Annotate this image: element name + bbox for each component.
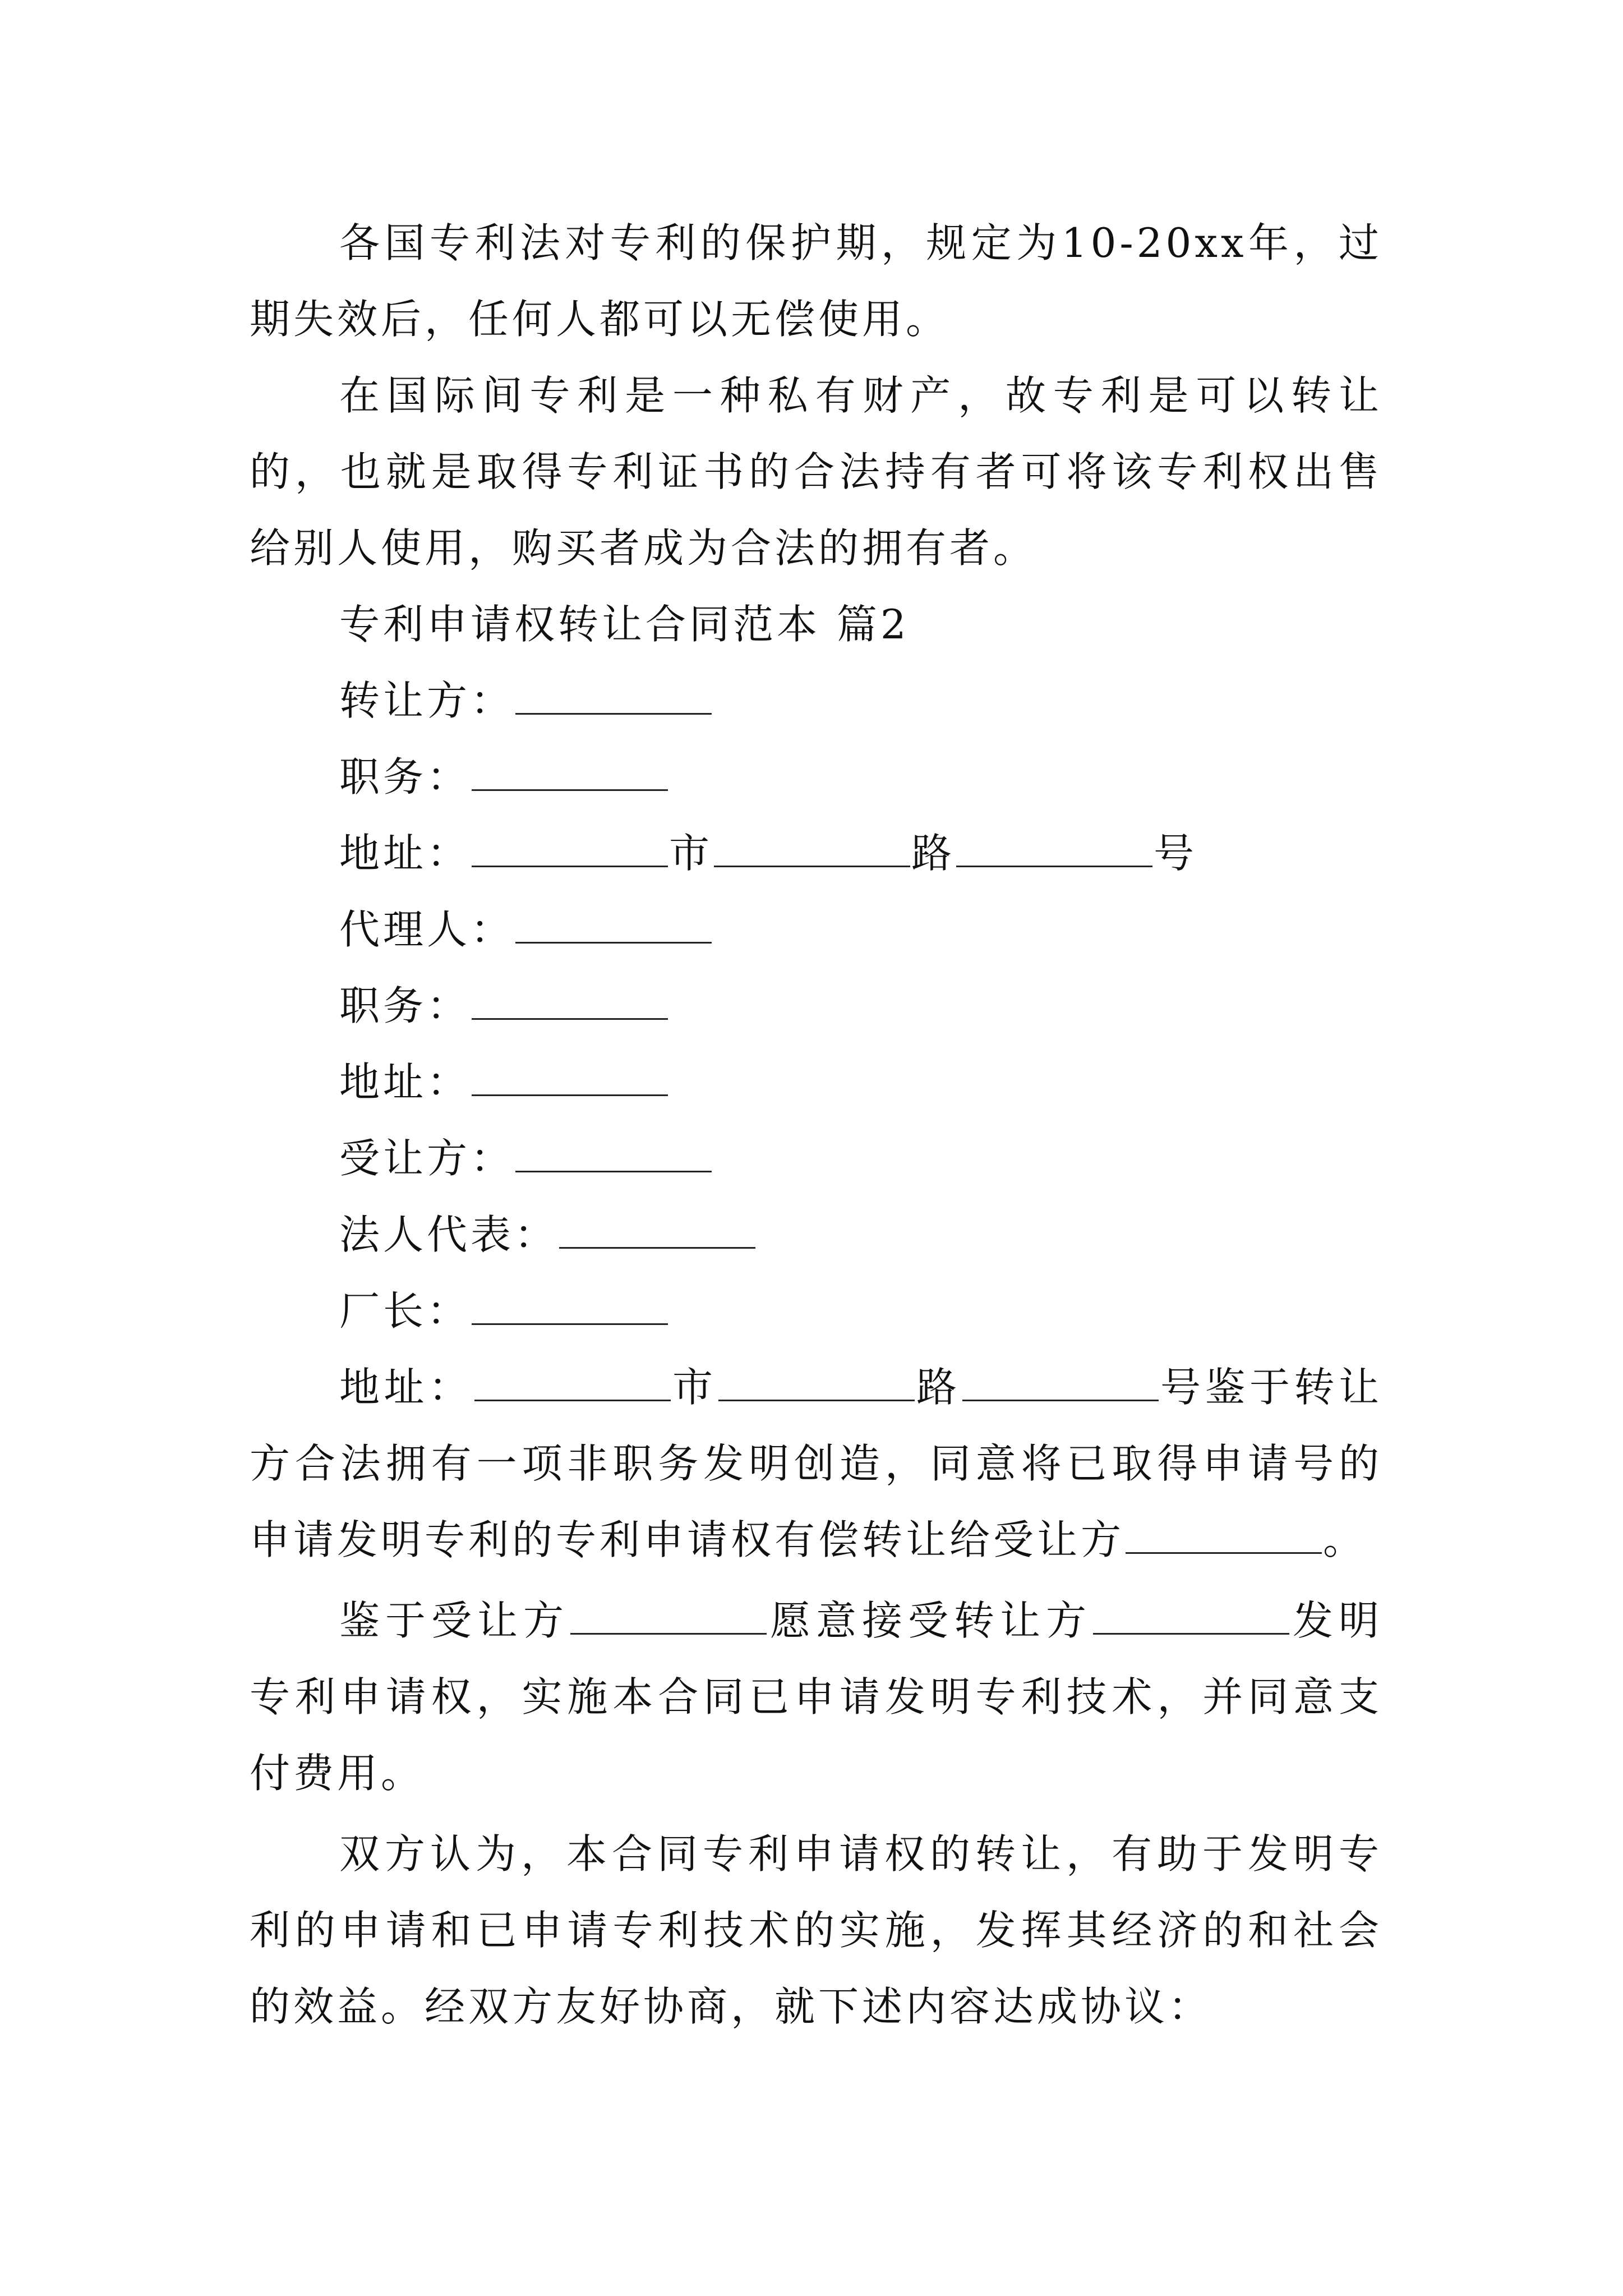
address-road-blank-1 [714, 832, 910, 867]
paragraph-patent-transfer: 在国际间专利是一种私有财产，故专利是可以转让的，也就是取得专利证书的合法持有者可将该专利权出售给别人使用，购买者成为合法的拥有者。 [250, 372, 1382, 572]
acceptance-blank-2 [1093, 1599, 1289, 1635]
position-blank-2 [472, 984, 668, 1020]
position-blank-1 [472, 756, 668, 791]
address-number-and-transfer-text: 号鉴于转让方合法拥有一项非职务发明创造，同意将已取得申请号的申请发明专利的专利申请权有偿转让给受让方 [250, 1364, 1382, 1563]
address-blank-2 [472, 1061, 668, 1096]
transferee-blank [515, 1137, 712, 1172]
paragraph-acceptance [250, 1582, 1382, 1811]
factory-head-blank [472, 1290, 668, 1325]
paragraph-patent-term: 各国专利法对专利的保护期，规定为10-20xx年，过期失效后，任何人都可以无偿使用。 [250, 219, 1382, 343]
agent-label: 代理人： [339, 906, 515, 953]
transferor-blank [515, 679, 712, 715]
address-label-2: 地址： [339, 1059, 471, 1106]
acceptance-part-3: 发明专利申请权，实施本合同已申请发明专利技术，并同意支付费用。 [250, 1597, 1382, 1797]
address-field-2 [339, 1044, 669, 1120]
address-city-blank-3 [474, 1366, 671, 1401]
address-road-1: 路 [911, 830, 956, 877]
factory-head-field [339, 1273, 669, 1349]
acceptance-blank-1 [570, 1599, 767, 1635]
legal-representative-blank [559, 1213, 755, 1249]
address-road-blank-3 [718, 1366, 915, 1401]
paragraph-address-and-transfer [250, 1349, 1382, 1578]
transferor-label: 转让方： [339, 677, 515, 724]
address-road-3: 路 [915, 1364, 961, 1411]
paragraph-end-mark: 。 [1323, 1516, 1367, 1563]
position-label-1: 职务： [339, 753, 471, 800]
transferor-field [339, 662, 713, 739]
address-city-1: 市 [669, 830, 713, 877]
position-field-2 [339, 968, 669, 1044]
agent-field [339, 891, 713, 968]
transferee-field [339, 1120, 713, 1197]
address-city-3: 市 [671, 1364, 717, 1411]
address-number-1: 号 [1154, 830, 1198, 877]
transferee-label: 受让方： [339, 1135, 515, 1182]
legal-representative-field [339, 1197, 757, 1273]
factory-head-label: 厂长： [339, 1287, 471, 1335]
section-heading: 专利申请权转让合同范本 篇2 [339, 601, 910, 648]
address-number-blank-3 [962, 1366, 1159, 1401]
acceptance-part-1: 鉴于受让方 [339, 1597, 569, 1644]
address-city-blank-1 [472, 832, 668, 867]
address-label-1: 地址： [339, 830, 471, 877]
position-label-2: 职务： [339, 982, 471, 1029]
acceptance-part-2: 愿意接受转让方 [768, 1597, 1092, 1644]
paragraph-agreement: 双方认为，本合同专利申请权的转让，有助于发明专利的申请和已申请专利技术的实施，发挥其经济的和社会的效益。经双方友好协商，就下述内容达成协议： [250, 1830, 1382, 2030]
agent-blank [515, 908, 712, 944]
address-label-3: 地址： [339, 1364, 473, 1411]
address-number-blank-1 [956, 832, 1152, 867]
address-field-1 [339, 815, 1197, 891]
transferee-name-blank [1126, 1519, 1322, 1554]
legal-representative-label: 法人代表： [339, 1211, 559, 1258]
position-field-1 [339, 739, 669, 815]
